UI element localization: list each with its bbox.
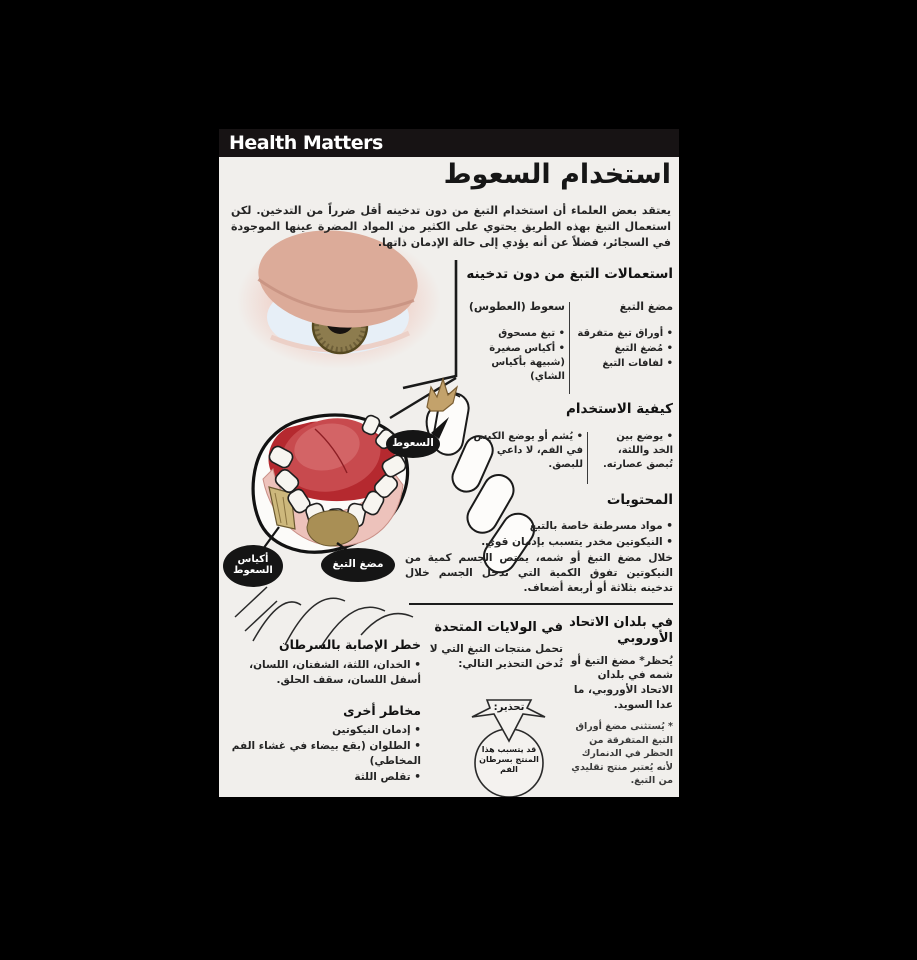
infographic-panel xyxy=(219,129,679,797)
column-divider xyxy=(569,302,570,394)
label-snuff: السعوط xyxy=(392,437,434,450)
list-item: • الخدان، اللثة، الشفتان، اللسان، أسفل اللسان، سقف الحلق. xyxy=(225,658,421,688)
masthead-title: Health Matters xyxy=(229,132,383,154)
other-risks-heading: مخاطر أخرى xyxy=(343,702,421,718)
us-heading: في الولايات المتحدة xyxy=(434,620,563,635)
list-item: • أكياس صغيرة (شبيهة بأكياس الشاي) xyxy=(463,342,565,384)
list-item: • مواد مسرطنة خاصة بالتبغ xyxy=(405,519,673,534)
masthead xyxy=(219,129,679,157)
eu-footnote: * يُستثنى مضغ أوراق التبغ المتفرقة من الحظر في الدنمارك لأنه يُعتبر منتج تقليدي من التبغ. xyxy=(571,721,673,787)
section-divider-rule xyxy=(409,603,673,605)
warning-text: قد يتسبب هذا المنتج بسرطان الفم xyxy=(479,745,539,774)
eu-heading: في بلدان الاتحاد الأوروبي xyxy=(569,615,673,647)
risks-column xyxy=(225,636,421,786)
list-item: • تبغ مسحوق xyxy=(463,327,565,341)
section-contents-heading: المحتويات xyxy=(606,492,673,508)
list-item: • أوراق تبغ متفرقة xyxy=(573,327,673,341)
page-title: استخدام السعوط xyxy=(443,159,671,190)
tobacco-wad xyxy=(307,510,358,545)
list-item: • إدمان النيكوتين xyxy=(225,723,421,738)
snuff-subheading: سعوط (العطوس) xyxy=(468,300,565,313)
eu-column xyxy=(567,615,673,788)
chewing-subheading: مضغ التبغ xyxy=(619,300,673,313)
column-divider xyxy=(587,432,588,484)
label-snuff-pouches: أكياس السعوط xyxy=(233,554,273,576)
us-text: تحمل منتجات التبغ التي لا تُدخن التحذير التالي: xyxy=(429,643,563,671)
label-chewing-tobacco: مضغ التبغ xyxy=(332,558,384,571)
uses-chewing-column xyxy=(573,299,673,372)
section-uses-heading: استعمالات التبغ من دون تدخينه xyxy=(466,266,673,282)
us-column xyxy=(427,620,563,672)
section-usage-heading: كيفية الاستخدام xyxy=(566,401,673,417)
intro-paragraph: يعتقد بعض العلماء أن استخدام التبغ من دون تدخينه أقل ضرراً من التدخين. لكن استعمال التبغ بهذه الطريق يحتوي على الكثير من المواد المضرة عينها الموجودة في السجائر، فضلاً عن أنه يؤدي إلى حالة الإدمان ذاتها. xyxy=(231,204,671,249)
contents-body xyxy=(405,519,673,595)
cancer-heading: خطر الإصابة بالسرطان xyxy=(278,637,421,652)
list-item: • الطلوان (بقع بيضاء في غشاء الفم المخاطي) xyxy=(225,739,421,769)
list-item: • تقلص اللثة xyxy=(225,770,421,785)
uses-snuff-column xyxy=(463,299,565,385)
list-item: • يوضع بين الخد واللثة، تُبصق عصارته. xyxy=(593,430,673,472)
warning-title: تحذير: xyxy=(493,702,525,713)
list-item: • مُضغ التبغ xyxy=(573,342,673,356)
eu-text: يُحظر* مضغ التبغ أو شمه في بلدان الاتحاد الأوروبي، ما عدا السويد. xyxy=(570,654,673,712)
usage-sniff-column xyxy=(473,430,583,473)
list-item: • يُشم أو يوضع الكيس في الفم، لا داعي للبصق. xyxy=(473,430,583,472)
list-item: • لفافات التبغ xyxy=(573,357,673,371)
list-item: • النيكوتين مخدر يتسبب بإدمان قوي. xyxy=(405,535,673,550)
usage-place-column xyxy=(593,430,673,473)
contents-note: خلال مضغ التبغ أو شمه، يمتص الجسم كمية من النيكوتين تفوق الكمية التي تدخل الجسم خلال تدخينه بثلاثة أو أربعة أضعاف. xyxy=(405,552,673,594)
